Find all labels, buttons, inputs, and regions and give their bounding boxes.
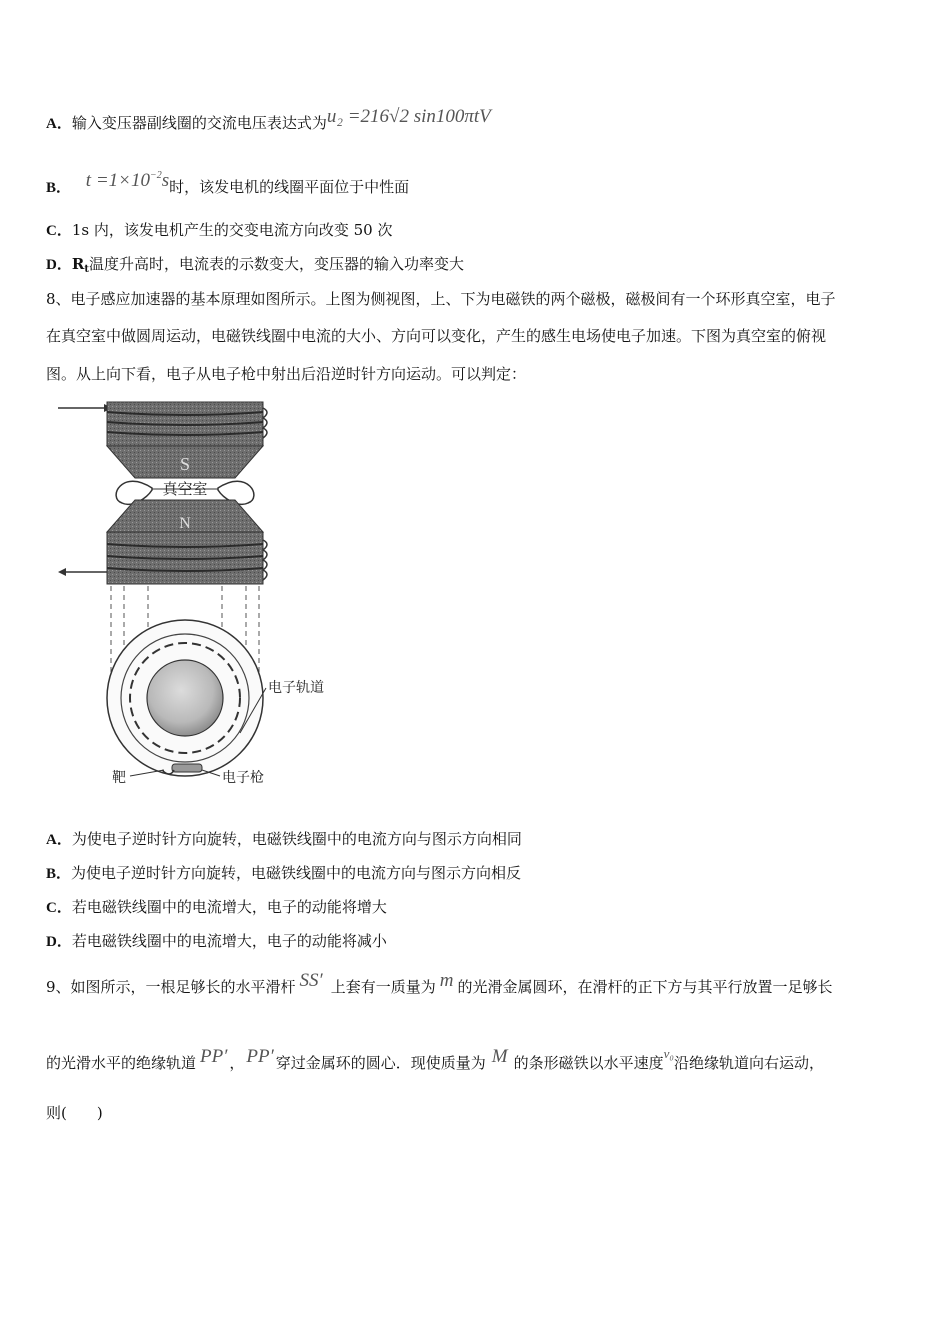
formula: M bbox=[491, 1046, 508, 1067]
q9-stem-line-2 bbox=[46, 1046, 824, 1074]
q8-option-a bbox=[46, 829, 522, 850]
accelerator-figure bbox=[52, 398, 352, 798]
option-letter: D． bbox=[46, 934, 72, 950]
q8-stem-line-3: 图。从上向下看，电子从电子枪中射出后沿逆时针方向运动。可以判定： bbox=[46, 365, 527, 383]
formula: PP′ bbox=[200, 1046, 228, 1067]
formula: v₀ bbox=[663, 1046, 674, 1061]
stem-text: 沿绝缘轨道向右运动， bbox=[673, 1054, 824, 1072]
stem-text: 穿过金属环的圆心．现使质量为 bbox=[275, 1054, 486, 1072]
q7-option-a bbox=[46, 106, 491, 134]
q7-option-c bbox=[46, 220, 392, 241]
option-text: 温度升高时，电流表的示数变大，变压器的输入功率变大 bbox=[88, 255, 464, 273]
bottom-electromagnet bbox=[107, 500, 267, 584]
option-text: 时，该发电机的线圈平面位于中性面 bbox=[169, 178, 410, 196]
chamber-label: 真空室 bbox=[162, 480, 208, 498]
stem-text: 的光滑水平的绝缘轨道 bbox=[46, 1054, 197, 1072]
resistor-subscript: t bbox=[84, 264, 89, 275]
q8-option-d bbox=[46, 931, 387, 952]
q8-option-c bbox=[46, 897, 387, 918]
q9-stem-line-1 bbox=[46, 970, 833, 997]
q7-option-b bbox=[46, 172, 409, 198]
q9-stem-line-3: 则( ) bbox=[46, 1104, 103, 1122]
formula: SS′ bbox=[299, 970, 323, 991]
pole-n-label: N bbox=[179, 515, 191, 532]
q8-stem-line-2: 在真空室中做圆周运动，电磁铁线圈中电流的大小、方向可以变化，产生的感生电场使电子加速。下图为真空室的俯视 bbox=[46, 327, 827, 345]
option-text: 为使电子逆时针方向旋转，电磁铁线圈中的电流方向与图示方向相反 bbox=[71, 864, 522, 882]
option-letter: D． bbox=[46, 257, 72, 273]
formula: u₂ =216√2 sin100πtV bbox=[326, 106, 491, 127]
option-letter: A． bbox=[46, 116, 72, 132]
resistor-label: R bbox=[71, 255, 85, 273]
option-text: 输入变压器副线圈的交流电压表达式为 bbox=[71, 114, 327, 132]
formula-base: t =1×10 bbox=[85, 170, 150, 191]
option-letter: A． bbox=[46, 832, 72, 848]
stem-text: 的光滑金属圆环，在滑杆的正下方与其平行放置一足够长 bbox=[457, 978, 833, 996]
option-letter: C． bbox=[46, 900, 72, 916]
q8-option-b bbox=[46, 863, 521, 884]
top-current-arrow bbox=[58, 404, 112, 412]
electron-gun bbox=[172, 764, 202, 772]
formula bbox=[86, 170, 169, 191]
top-view bbox=[107, 620, 266, 776]
formula-exponent: −2 bbox=[149, 170, 162, 181]
formula-unit: s bbox=[161, 170, 170, 191]
formula: m bbox=[439, 970, 454, 991]
option-text: 1s 内，该发电机产生的交变电流方向改变 50 次 bbox=[71, 221, 393, 239]
option-text: 若电磁铁线圈中的电流增大，电子的动能将减小 bbox=[71, 932, 387, 950]
orbit-label: 电子轨道 bbox=[268, 680, 324, 696]
option-letter: B． bbox=[46, 866, 72, 882]
target-label: 靶 bbox=[112, 770, 126, 786]
gun-label: 电子枪 bbox=[222, 770, 264, 786]
q7-option-d bbox=[46, 254, 464, 280]
option-text: 若电磁铁线圈中的电流增大，电子的动能将增大 bbox=[71, 898, 387, 916]
pole-s-label: S bbox=[179, 454, 191, 474]
stem-text: ， bbox=[229, 1054, 245, 1072]
option-text: 为使电子逆时针方向旋转，电磁铁线圈中的电流方向与图示方向相同 bbox=[71, 830, 522, 848]
magnet-core bbox=[147, 660, 223, 736]
formula: PP′ bbox=[246, 1046, 274, 1067]
stem-text: 9、如图所示，一根足够长的水平滑杆 bbox=[46, 978, 296, 996]
q8-stem-line-1: 8、电子感应加速器的基本原理如图所示。上图为侧视图，上、下为电磁铁的两个磁极，磁极间有一个环形真空室，电子 bbox=[46, 290, 836, 308]
stem-text: 的条形磁铁以水平速度 bbox=[513, 1054, 664, 1072]
option-letter: C． bbox=[46, 223, 72, 239]
stem-text: 上套有一质量为 bbox=[330, 978, 436, 996]
option-letter: B． bbox=[46, 180, 72, 196]
bottom-current-arrow bbox=[58, 568, 107, 576]
